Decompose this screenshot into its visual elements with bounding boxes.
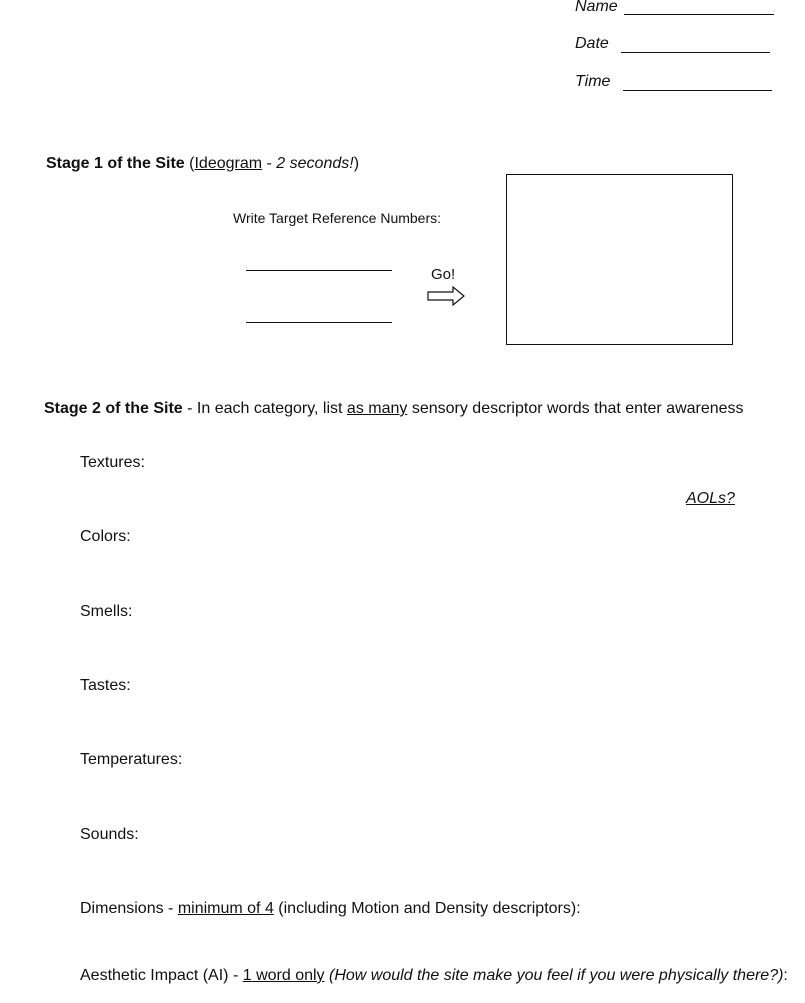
stage2-heading: Stage 2 of the Site [44,400,183,417]
aesthetic-emph: 1 word only [242,967,325,984]
stage1-heading: Stage 1 of the Site [46,155,185,172]
date-label: Date [575,35,609,52]
time-field-line[interactable] [623,90,772,91]
name-field-line[interactable] [624,14,774,15]
stage1-paren-close: ) [353,155,360,172]
category-textures: Textures: [80,454,145,471]
category-sounds: Sounds: [80,826,139,843]
aesthetic-colon: : [783,967,788,984]
ideogram-box[interactable] [506,174,733,345]
time-label: Time [575,73,611,90]
dimensions-post: (including Motion and Density descriptors): [273,900,581,917]
name-label: Name [575,0,618,15]
category-temperatures: Temperatures: [80,751,183,768]
stage1-title [46,155,359,173]
category-colors: Colors: [80,528,131,545]
aesthetic-pre: Aesthetic Impact (AI) - [80,967,243,984]
right-arrow-icon [427,286,465,306]
category-smells: Smells: [80,603,133,620]
stage1-duration: 2 seconds! [276,155,354,172]
stage2-title [44,400,744,418]
category-tastes: Tastes: [80,677,131,694]
go-label: Go! [431,266,456,283]
aesthetic-question: (How would the site make you feel if you were physically there?) [324,967,784,984]
ideogram-term: Ideogram [194,155,263,172]
stage2-intro-pre: - In each category, list [182,400,347,417]
stage1-dash: - [262,155,277,172]
stage1-paren-open: ( [184,155,195,172]
category-dimensions [80,900,581,918]
target-ref-caption: Write Target Reference Numbers: [233,210,442,226]
date-field-line[interactable] [621,52,770,53]
category-aesthetic-impact [80,967,788,985]
target-ref-line-2[interactable] [246,322,392,323]
aols-label: AOLs? [686,490,735,507]
target-ref-line-1[interactable] [246,270,392,271]
stage2-intro-emph: as many [346,400,408,417]
stage2-intro-post: sensory descriptor words that enter awareness [407,400,744,417]
dimensions-emph: minimum of 4 [177,900,274,917]
dimensions-pre: Dimensions - [80,900,178,917]
